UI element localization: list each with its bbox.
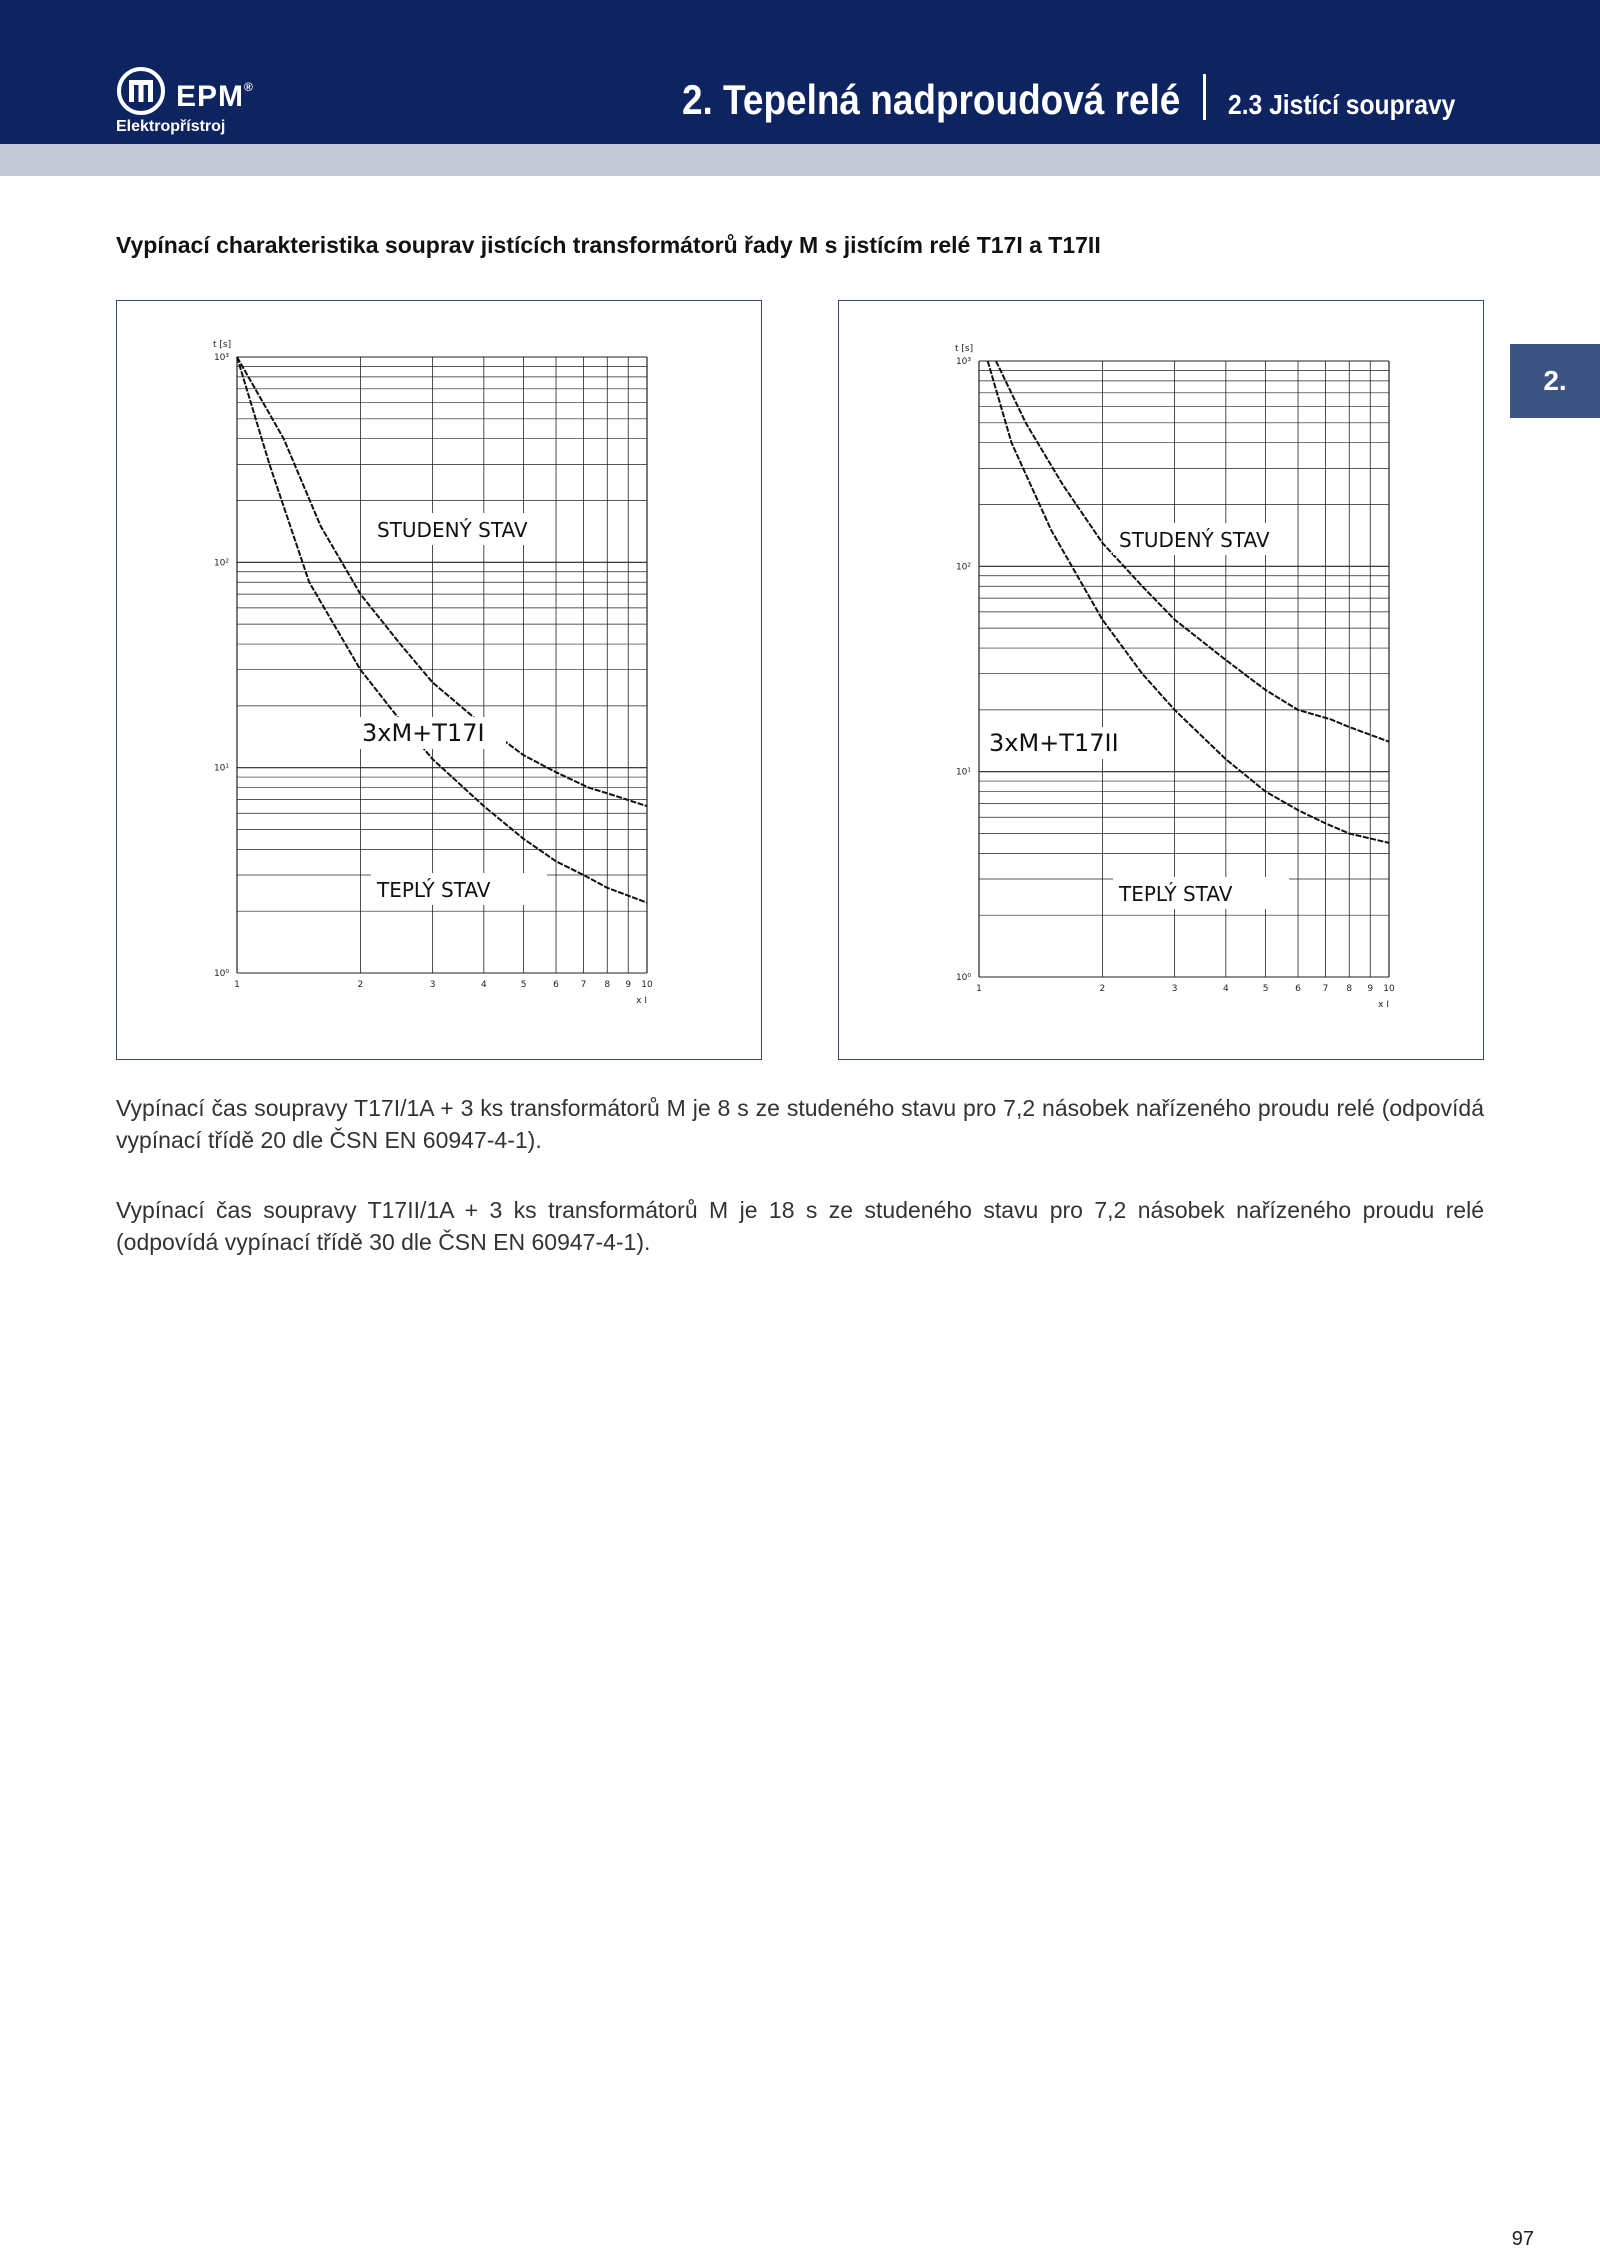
- x-tick-label: 1: [234, 980, 240, 990]
- paragraph-t17i: Vypínací čas soupravy T17I/1A + 3 ks transformátorů M je 8 s ze studeného stavu pro 7,2 násobek nařízeného proudu relé (odpovídá vypínací třídě 20 dle ČSN EN 60947-4-1).: [116, 1095, 1484, 1153]
- warm-state-curve: [988, 361, 1389, 843]
- x-tick-label: 4: [1222, 984, 1229, 994]
- x-tick-label: 5: [520, 980, 527, 990]
- epm-logo-mark: [116, 66, 166, 116]
- x-tick-label: 8: [1346, 984, 1353, 994]
- section-heading: Vypínací charakteristika souprav jistících transformátorů řady M s jistícím relé T17I a T17II: [116, 232, 1101, 258]
- x-tick-label: 5: [1262, 984, 1269, 994]
- x-tick-label: 4: [480, 980, 487, 990]
- chapter-tab[interactable]: 2.: [1510, 344, 1600, 418]
- y-axis-label: t [s]: [213, 340, 232, 350]
- logo-text: EPM®: [176, 80, 254, 113]
- y-tick-label: 10²: [955, 562, 971, 573]
- cold-state-label: STUDENÝ STAV: [377, 518, 528, 542]
- x-tick-label: 3: [1171, 984, 1178, 994]
- chart-t17ii-plot: [839, 301, 1482, 1058]
- y-tick-label: 10²: [213, 558, 229, 569]
- logo-subtitle: Elektropřístroj: [116, 118, 226, 135]
- y-axis-label: t [s]: [955, 344, 974, 354]
- x-axis-label: x I: [1378, 1000, 1389, 1010]
- title-separator: [1203, 74, 1206, 120]
- x-tick-label: 6: [1295, 984, 1301, 994]
- x-tick-label: 9: [625, 980, 632, 990]
- cold-state-label: STUDENÝ STAV: [1119, 528, 1270, 552]
- header-stripe: [0, 144, 1600, 176]
- page-header: [0, 0, 1600, 144]
- paragraph-t17ii: Vypínací čas soupravy T17II/1A + 3 ks transformátorů M je 18 s ze studeného stavu pro 7,2 násobek nařízeného proudu relé (odpovídá vypínací třídě 30 dle ČSN EN 60947-4-1).: [116, 1197, 1484, 1255]
- x-tick-label: 6: [553, 980, 559, 990]
- x-tick-label: 10: [1383, 984, 1395, 994]
- x-tick-label: 3: [429, 980, 436, 990]
- curve-label: 3xM+T17I: [362, 719, 485, 747]
- x-tick-label: 1: [976, 984, 982, 994]
- section-subtitle: 2.3 Jistící soupravy: [1227, 89, 1455, 120]
- y-tick-label: 10⁰: [213, 969, 229, 979]
- x-tick-label: 9: [1367, 984, 1374, 994]
- x-tick-label: 2: [357, 980, 364, 990]
- y-tick-label: 10³: [213, 353, 229, 363]
- x-tick-label: 2: [1099, 984, 1106, 994]
- header-title: [614, 74, 1486, 124]
- x-tick-label: 7: [1322, 984, 1329, 994]
- page-number: 97: [1511, 2228, 1534, 2250]
- x-tick-label: 7: [580, 980, 587, 990]
- x-axis-label: x I: [636, 996, 647, 1006]
- epm-logo: [116, 66, 256, 140]
- x-tick-label: 8: [604, 980, 611, 990]
- curve-label: 3xM+T17II: [989, 729, 1119, 757]
- warm-state-label: TEPLÝ STAV: [377, 878, 491, 902]
- y-tick-label: 10¹: [955, 767, 971, 778]
- x-tick-label: 10: [641, 980, 653, 990]
- chart-t17i: [116, 300, 762, 1060]
- y-tick-label: 10⁰: [955, 973, 971, 983]
- y-tick-label: 10¹: [213, 763, 229, 774]
- chapter-title: 2. Tepelná nadproudová relé: [682, 76, 1181, 123]
- warm-state-label: TEPLÝ STAV: [1119, 882, 1233, 906]
- y-tick-label: 10³: [955, 357, 971, 367]
- chart-t17ii: [838, 300, 1484, 1060]
- chart-t17i-plot: [117, 301, 760, 1058]
